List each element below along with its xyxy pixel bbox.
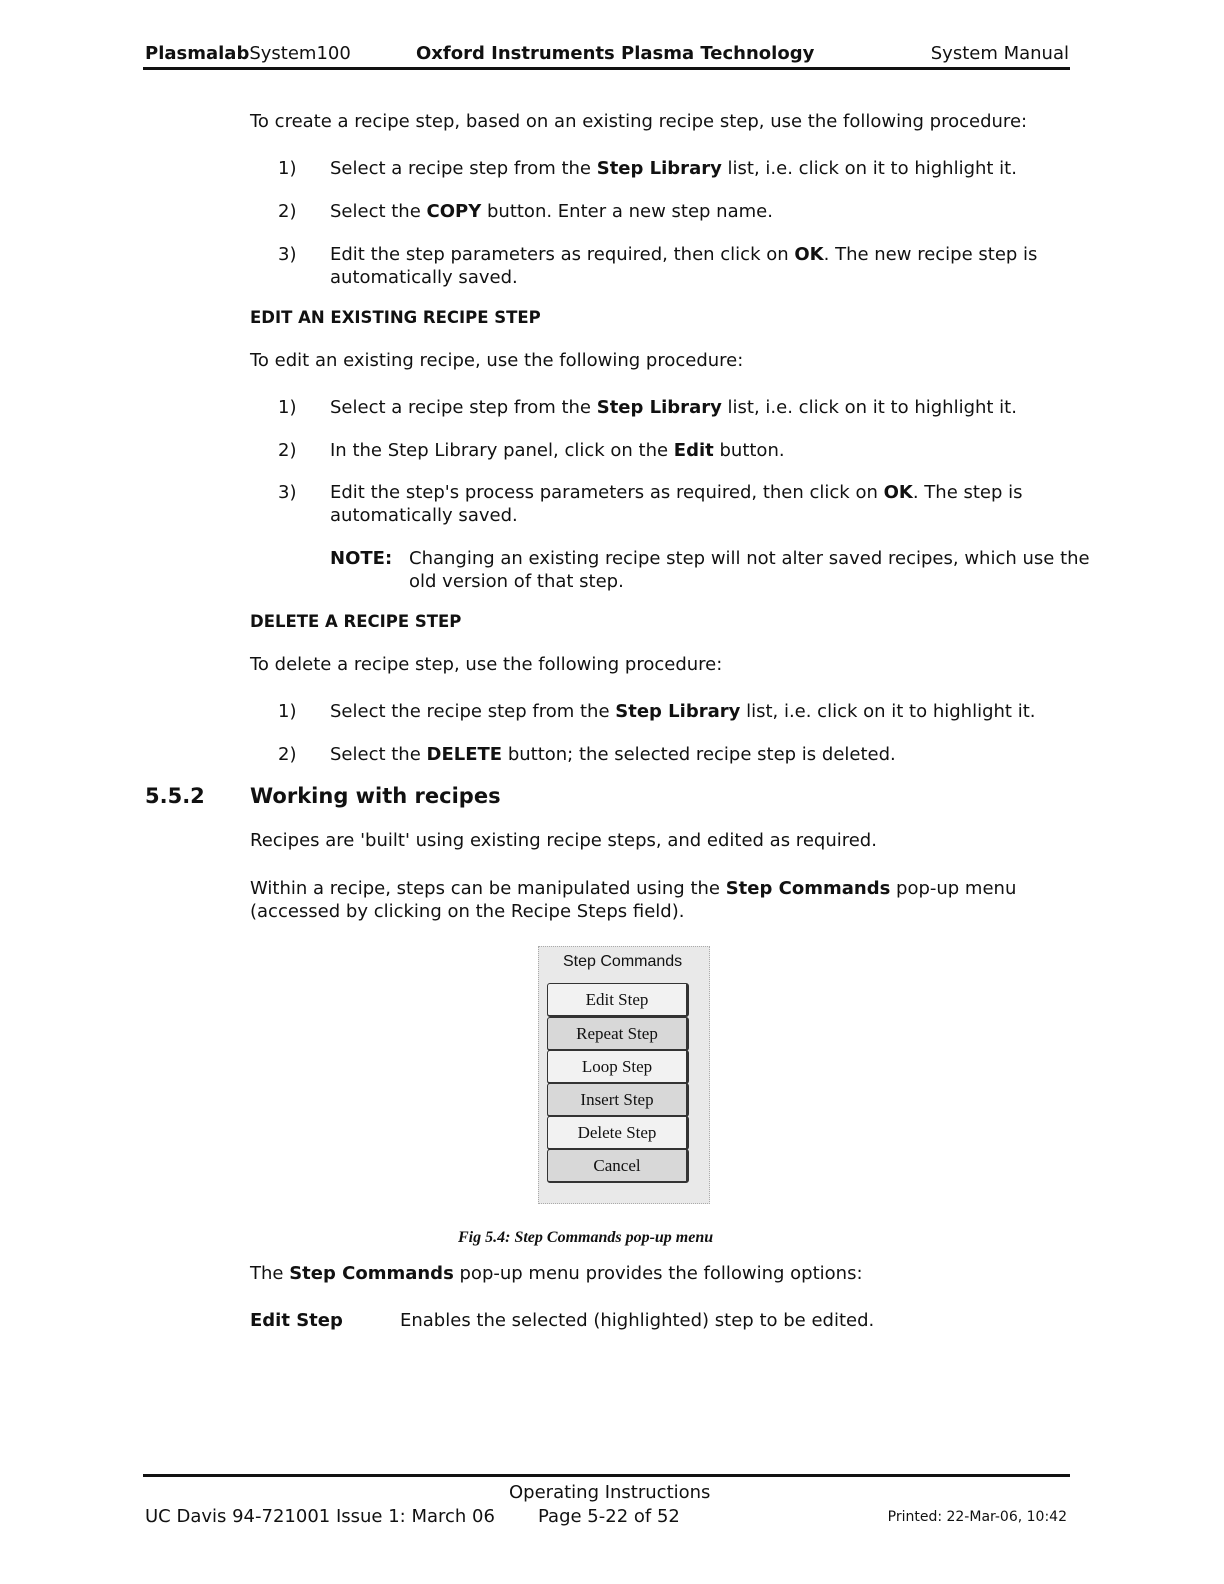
- t-bold: Step Library: [615, 701, 741, 722]
- recipes-paragraph-2-cont: (accessed by clicking on the Recipe Steps field).: [250, 901, 685, 922]
- delete-intro: To delete a recipe step, use the following procedure:: [250, 654, 723, 675]
- step-commands-menu: [538, 946, 710, 1204]
- t-bold: Step Library: [596, 397, 722, 418]
- t: Select the: [330, 744, 427, 765]
- intro-text: To create a recipe step, based on an existing recipe step, use the following procedure:: [250, 111, 1028, 132]
- t: pop-up menu provides the following options:: [453, 1263, 863, 1284]
- delete-heading: DELETE A RECIPE STEP: [250, 612, 462, 631]
- step-number: 2): [278, 744, 297, 765]
- footer-page-number: Page 5-22 of 52: [538, 1506, 680, 1527]
- note-line: Changing an existing recipe step will not alter saved recipes, which use the: [409, 548, 1090, 569]
- t: Select the recipe step from the: [330, 701, 616, 722]
- loop-step-button[interactable]: Loop Step: [547, 1050, 689, 1084]
- t: list, i.e. click on it to highlight it.: [721, 397, 1017, 418]
- t: The: [250, 1263, 290, 1284]
- step-number: 3): [278, 244, 297, 265]
- header-product: [145, 43, 351, 64]
- note-label: NOTE:: [330, 548, 393, 569]
- t-bold: Step Commands: [289, 1263, 454, 1284]
- footer-rule: [143, 1474, 1070, 1477]
- t: . The step is: [912, 482, 1023, 503]
- step-number: 3): [278, 482, 297, 503]
- step-text: [330, 744, 896, 765]
- t: Edit the step parameters as required, then click on: [330, 244, 795, 265]
- t: list, i.e. click on it to highlight it.: [740, 701, 1036, 722]
- step-text: [330, 158, 1017, 179]
- t: list, i.e. click on it to highlight it.: [721, 158, 1017, 179]
- step-number: 2): [278, 201, 297, 222]
- figure-caption: Fig 5.4: Step Commands pop-up menu: [458, 1229, 714, 1246]
- t: button; the selected recipe step is deleted.: [502, 744, 896, 765]
- t-bold: Step Commands: [725, 878, 891, 899]
- recipes-paragraph: Recipes are 'built' using existing recipe steps, and edited as required.: [250, 830, 877, 851]
- section-number: 5.5.2: [145, 784, 205, 808]
- t-bold: OK: [883, 482, 913, 503]
- t: Edit the step's process parameters as required, then click on: [330, 482, 884, 503]
- step-number: 1): [278, 701, 297, 722]
- menu-title: Step Commands: [563, 953, 683, 970]
- repeat-step-button[interactable]: Repeat Step: [547, 1017, 689, 1051]
- step-number: 2): [278, 440, 297, 461]
- t-bold: Step Library: [596, 158, 722, 179]
- options-intro: [250, 1263, 863, 1284]
- footer-doc-id: UC Davis 94-721001 Issue 1: March 06: [145, 1506, 495, 1527]
- cancel-button[interactable]: Cancel: [547, 1149, 689, 1183]
- step-number: 1): [278, 158, 297, 179]
- step-text-cont: automatically saved.: [330, 267, 518, 288]
- edit-intro: To edit an existing recipe, use the following procedure:: [250, 350, 744, 371]
- t: Select a recipe step from the: [330, 397, 597, 418]
- t: button. Enter a new step name.: [481, 201, 773, 222]
- t: In the Step Library panel, click on the: [330, 440, 674, 461]
- product-bold: Plasmalab: [145, 43, 250, 64]
- step-text: [330, 701, 1035, 722]
- edit-heading: EDIT AN EXISTING RECIPE STEP: [250, 308, 541, 327]
- step-text-cont: automatically saved.: [330, 505, 518, 526]
- step-text: [330, 201, 773, 222]
- edit-step-button[interactable]: Edit Step: [547, 983, 689, 1017]
- header-rule: [143, 67, 1070, 70]
- step-text: [330, 440, 785, 461]
- step-text: [330, 482, 1023, 503]
- header-company: Oxford Instruments Plasma Technology: [416, 43, 815, 64]
- t-bold: COPY: [426, 201, 482, 222]
- section-title: Working with recipes: [250, 784, 501, 808]
- option-description: Enables the selected (highlighted) step to be edited.: [400, 1310, 875, 1331]
- product-rest: System100: [249, 43, 351, 64]
- step-text: [330, 397, 1017, 418]
- t: Within a recipe, steps can be manipulated using the: [250, 878, 726, 899]
- insert-step-button[interactable]: Insert Step: [547, 1083, 689, 1117]
- step-number: 1): [278, 397, 297, 418]
- t: button.: [713, 440, 785, 461]
- recipes-paragraph-2: [250, 878, 1016, 899]
- t: pop-up menu: [890, 878, 1017, 899]
- t-bold: Edit: [673, 440, 714, 461]
- footer-doc-type: Operating Instructions: [509, 1482, 711, 1503]
- t: . The new recipe step is: [823, 244, 1038, 265]
- note-line: old version of that step.: [409, 571, 624, 592]
- step-text: [330, 244, 1037, 265]
- t-bold: DELETE: [426, 744, 503, 765]
- t: Select a recipe step from the: [330, 158, 597, 179]
- header-manual: System Manual: [930, 43, 1069, 64]
- t-bold: OK: [794, 244, 824, 265]
- delete-step-button[interactable]: Delete Step: [547, 1116, 689, 1150]
- t: Select the: [330, 201, 427, 222]
- footer-printed-date: Printed: 22-Mar-06, 10:42: [887, 1509, 1067, 1525]
- option-term: Edit Step: [250, 1310, 343, 1331]
